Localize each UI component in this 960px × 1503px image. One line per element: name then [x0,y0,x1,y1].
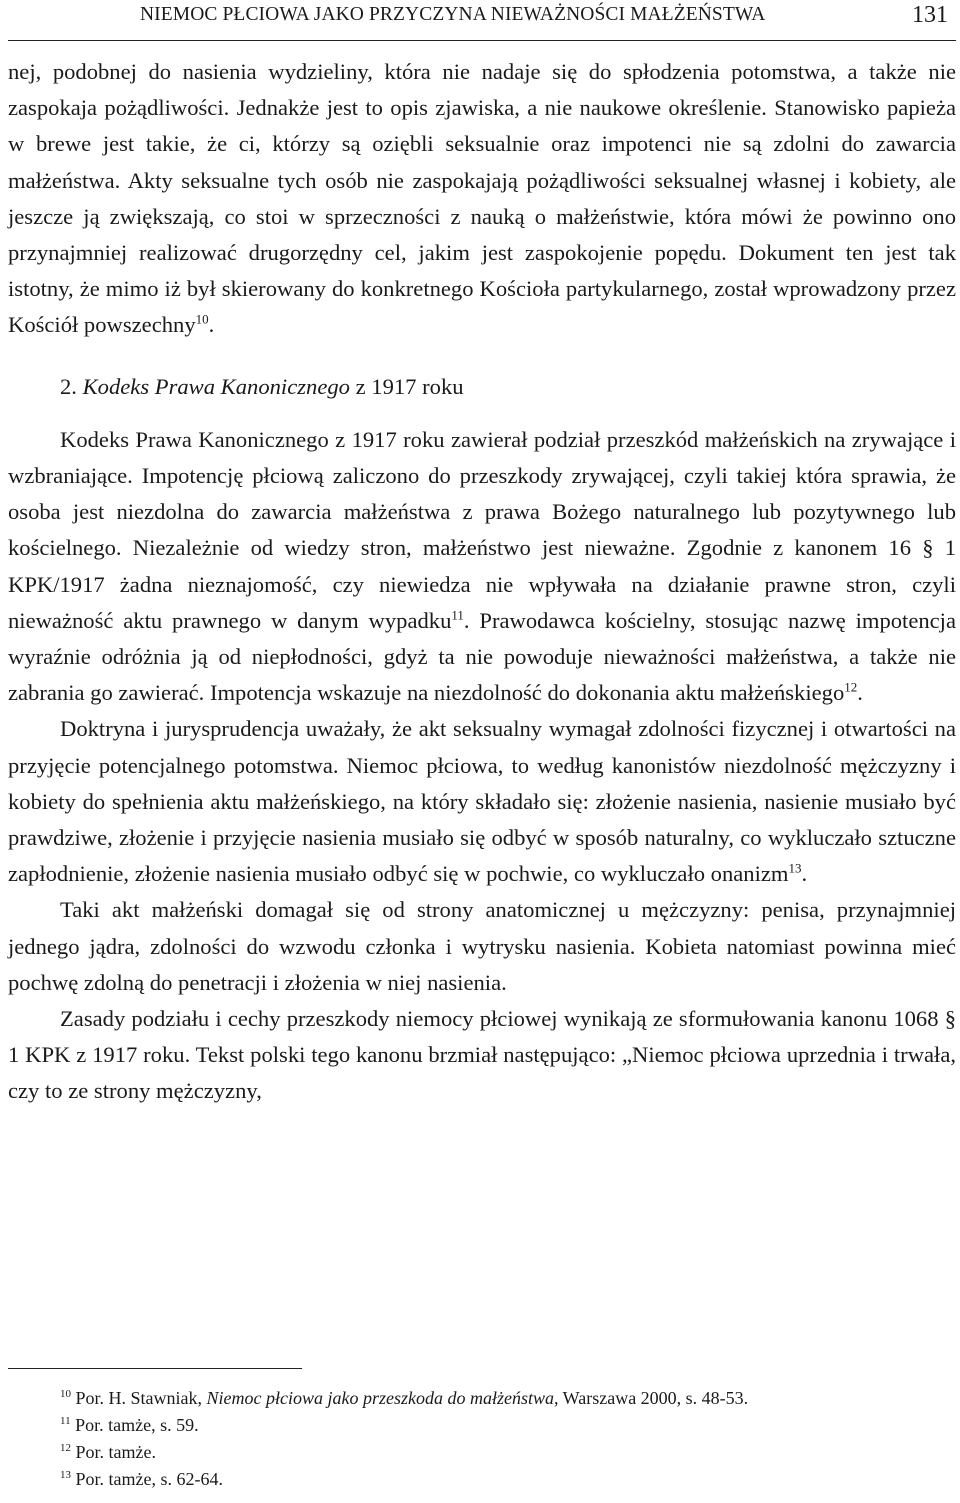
footnote-ref[interactable]: 10 [195,311,209,327]
footnote-divider [8,1368,302,1369]
footnote-text: , Warszawa 2000, s. 48-53. [554,1388,749,1408]
footnote-text: Por. tamże, s. 59. [75,1415,199,1435]
page-number: 131 [912,2,948,28]
paragraph-text: nej, podobnej do nasienia wydzieliny, która nie nadaje się do spłodzenia potomstwa, a także nie zaspokaja pożądliwości. Jednakże jest to opis zjawiska, a nie naukowe określenie. Stanowisko papieża w brewe jest takie, że ci, którzy są oziębli seksualnie oraz impotenci nie są zdolni do zawarcia małżeństwa. Akty seksualne tych osób nie zaspokajają pożądliwości seksualnej własnej i kobiety, ale jeszcze ją zwiększają, co stoi w sprzeczności z nauką o małżeństwie, która mówi że powinno ono przynajmniej realizować drugorzędny cel, jakim jest zaspokojenie popędu. Dokument ten jest tak istotny, że mimo iż był skierowany do konkretnego Kościoła partykularnego, został wprowadzony przez Kościół powszechny [8,59,956,338]
section-number: 2. [60,373,77,399]
paragraph-5: Zasady podziału i cechy przeszkody niemocy płciowej wynikają ze sformułowania kanonu 1068 § 1 KPK z 1917 roku. Tekst polski tego kanonu brzmiał następująco: „Niemoc płciowa uprzednia i trwała, czy to ze strony mężczyzny, [8,1006,956,1104]
paragraph-1 [8,54,956,344]
footnote-ref[interactable]: 11 [451,607,464,623]
footnote-10 [60,1385,940,1412]
footnote-text: Por. tamże, s. 62-64. [75,1469,223,1489]
section-title-rest: z 1917 roku [355,373,464,399]
footnote-11 [60,1412,940,1439]
footnote-13 [60,1466,940,1493]
paragraph-3 [8,711,956,892]
body-text [8,54,956,1110]
footnotes [60,1385,940,1493]
footnote-number: 12 [60,1442,71,1454]
paragraph-tail: . [208,312,215,338]
running-header [8,0,956,41]
footnote-number: 11 [60,1415,71,1427]
section-heading [60,369,956,405]
paragraph-text: . Prawodawca kościelny, stosując nazwę impotencja wyraźnie odróżnia ją od niepłodności, gdyż ta nie powoduje nieważności małżeństwa, a także nie zabrania go zawierać. Impotencja wskazuje na niezdolność do dokonania aktu małżeńskiego [8,607,956,706]
footnote-text: Por. tamże. [75,1442,156,1462]
footnote-ref[interactable]: 12 [844,679,858,695]
paragraph-2 [8,422,956,712]
paragraph-text: Kodeks Prawa Kanonicznego z 1917 roku zawierał podział przeszkód małżeńskich na zrywające i wzbraniające. Impotencję płciową zaliczono do przeszkody zrywającej, czyli takiej która sprawia, że osoba jest niezdolna do zawarcia małżeństwa z prawa Bożego naturalnego lub pozytywnego lub kościelnego. Niezależnie od wiedzy stron, małżeństwo jest nieważne. Zgodnie z kanonem 16 § 1 KPK/1917 żadna nieznajomość, czy niewiedza nie wpływała na działanie prawne stron, czyli nieważność aktu prawnego w danym wypadku [8,426,956,633]
footnote-text: Por. H. Stawniak, [75,1388,207,1408]
paragraph-tail: . [801,861,808,887]
paragraph-tail: . [857,680,863,706]
running-title: NIEMOC PŁCIOWA JAKO PRZYCZYNA NIEWAŻNOŚCI MAŁŻEŃSTWA [140,4,766,25]
footnote-italic-title: Niemoc płciowa jako przeszkoda do małżeństwa [206,1388,554,1408]
footnote-12 [60,1439,940,1466]
footnote-number: 13 [60,1469,71,1481]
footnote-ref[interactable]: 13 [788,860,802,876]
section-title-italic: Kodeks Prawa Kanonicznego [82,373,350,399]
document-page [8,0,956,1489]
paragraph-text: Doktryna i jurysprudencja uważały, że akt seksualny wymagał zdolności fizycznej i otwartości na przyjęcie potencjalnego potomstwa. Niemoc płciowa, to według kanonistów niezdolność mężczyzny i kobiety do spełnienia aktu małżeńskiego, na który składało się: złożenie nasienia, nasienie musiało być prawdziwe, złożenie i przyjęcie nasienia musiało się odbyć w sposób naturalny, co wykluczało sztuczne zapłodnienie, złożenie nasienia musiało odbyć się w pochwie, co wykluczało onanizm [8,716,956,887]
footnote-number: 10 [60,1388,71,1400]
paragraph-4: Taki akt małżeński domagał się od strony anatomicznej u mężczyzny: penisa, przynajmniej jednego jądra, zdolności do wzwodu członka i wytrysku nasienia. Kobieta natomiast powinna mieć pochwę zdolną do penetracji i złożenia w niej nasienia. [8,897,956,995]
